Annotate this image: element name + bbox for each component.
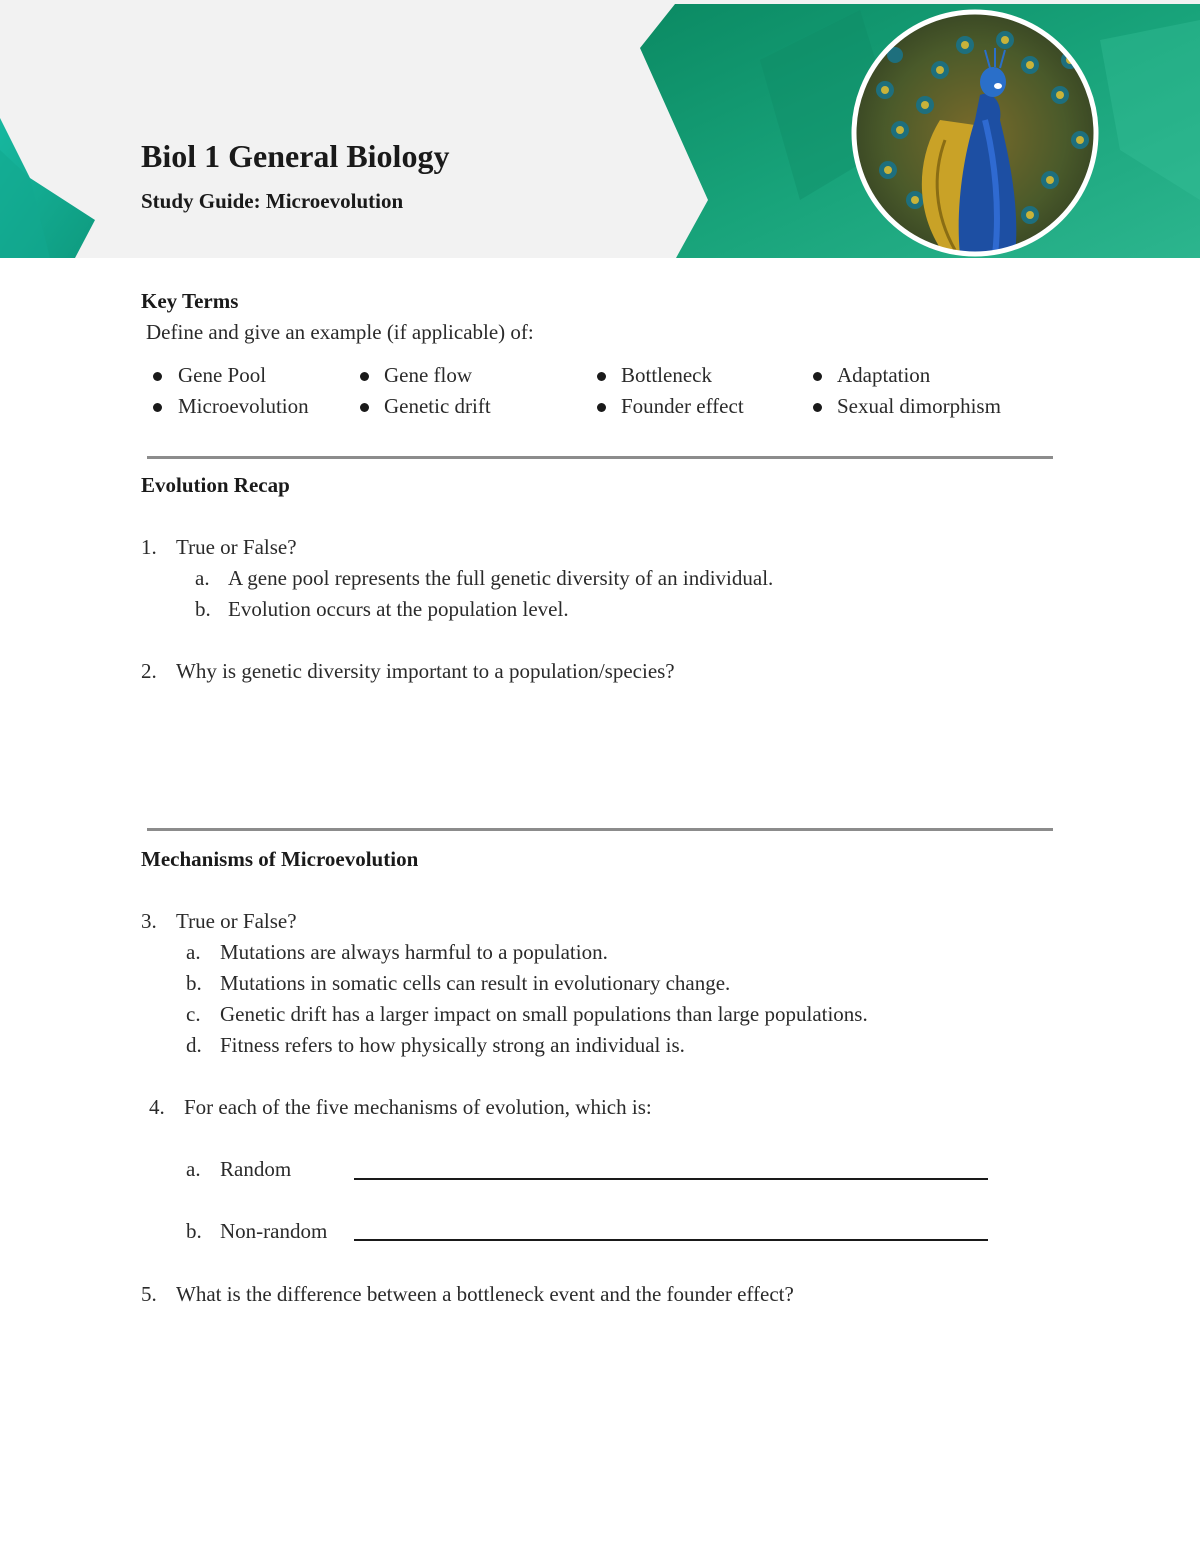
question-number: 2. — [141, 659, 157, 683]
item-marker: b. — [195, 597, 211, 621]
item-marker: a. — [195, 566, 210, 590]
item-marker: b. — [186, 971, 202, 995]
key-term-item: Gene flow — [384, 363, 473, 387]
question-3b-text: Mutations in somatic cells can result in evolutionary change. — [220, 971, 731, 995]
key-term-item: Sexual dimorphism — [837, 394, 1001, 418]
bullet-icon — [813, 372, 822, 381]
question-number: 5. — [141, 1282, 157, 1306]
key-term-item: Adaptation — [837, 363, 931, 387]
key-terms-instruction: Define and give an example (if applicable) of: — [146, 320, 534, 344]
bullet-icon — [153, 372, 162, 381]
bullet-icon — [597, 403, 606, 412]
key-term-item: Founder effect — [621, 394, 744, 418]
header-banner — [0, 0, 1200, 258]
bullet-icon — [597, 372, 606, 381]
question-3-text: True or False? — [176, 909, 297, 933]
mechanisms-heading: Mechanisms of Microevolution — [141, 847, 419, 871]
question-4-text: For each of the five mechanisms of evolution, which is: — [184, 1095, 652, 1119]
header-decoration — [0, 0, 1200, 258]
answer-blank-random[interactable] — [354, 1178, 988, 1180]
question-5-text: What is the difference between a bottleneck event and the founder effect? — [176, 1282, 794, 1306]
key-terms-heading: Key Terms — [141, 289, 239, 313]
question-number: 4. — [149, 1095, 165, 1119]
item-marker: c. — [186, 1002, 201, 1026]
key-term-item: Microevolution — [178, 394, 309, 418]
question-4a-text: Random — [220, 1157, 292, 1181]
question-1a-text: A gene pool represents the full genetic diversity of an individual. — [228, 566, 774, 590]
section-divider — [147, 828, 1053, 831]
item-marker: d. — [186, 1033, 202, 1057]
question-3a-text: Mutations are always harmful to a population. — [220, 940, 608, 964]
key-term-item: Bottleneck — [621, 363, 712, 387]
bullet-icon — [360, 403, 369, 412]
item-marker: a. — [186, 1157, 201, 1181]
key-term-item: Genetic drift — [384, 394, 491, 418]
bullet-icon — [360, 372, 369, 381]
item-marker: a. — [186, 940, 201, 964]
question-4b-text: Non-random — [220, 1219, 328, 1243]
section-divider — [147, 456, 1053, 459]
page-subtitle: Study Guide: Microevolution — [141, 189, 404, 213]
question-2-text: Why is genetic diversity important to a population/species? — [176, 659, 675, 683]
question-number: 1. — [141, 535, 157, 559]
key-term-item: Gene Pool — [178, 363, 267, 387]
question-3c-text: Genetic drift has a larger impact on small populations than large populations. — [220, 1002, 868, 1026]
bullet-icon — [153, 403, 162, 412]
question-3d-text: Fitness refers to how physically strong an individual is. — [220, 1033, 685, 1057]
item-marker: b. — [186, 1219, 202, 1243]
evolution-recap-heading: Evolution Recap — [141, 473, 290, 497]
question-1b-text: Evolution occurs at the population level. — [228, 597, 569, 621]
bullet-icon — [813, 403, 822, 412]
question-1-text: True or False? — [176, 535, 297, 559]
question-number: 3. — [141, 909, 157, 933]
page-title: Biol 1 General Biology — [141, 138, 450, 174]
answer-blank-non-random[interactable] — [354, 1239, 988, 1241]
